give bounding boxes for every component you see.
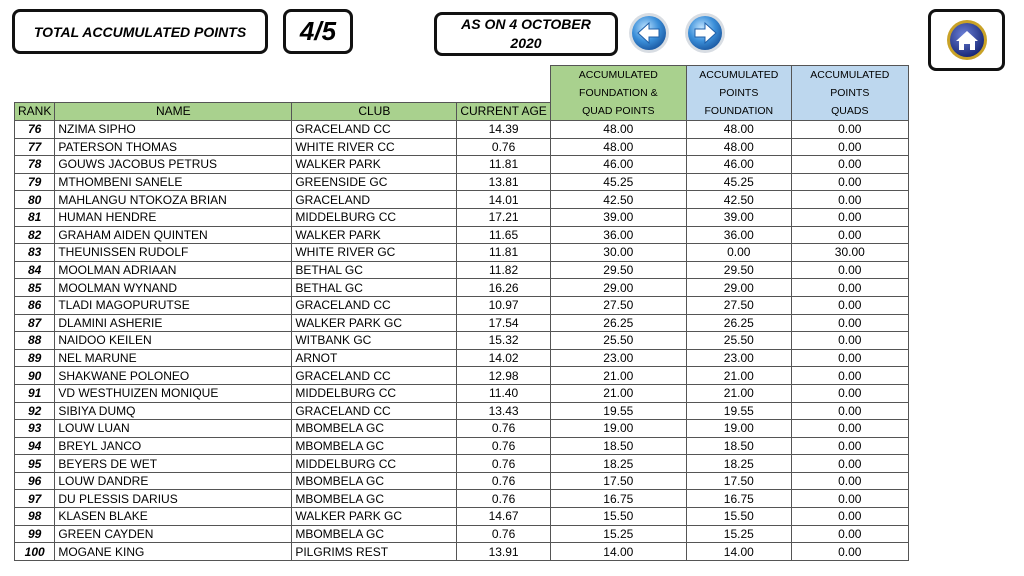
- acc-total-cell: 23.00: [550, 349, 686, 367]
- table-row: [15, 420, 909, 438]
- age-cell: 11.40: [457, 384, 550, 402]
- table-row: [15, 226, 909, 244]
- name-cell: LOUW LUAN: [55, 420, 292, 438]
- age-cell: 17.54: [457, 314, 550, 332]
- name-cell: BREYL JANCO: [55, 437, 292, 455]
- acc-total-cell: 36.00: [550, 226, 686, 244]
- acc-foundation-cell: 42.50: [686, 191, 791, 209]
- acc-total-cell: 21.00: [550, 367, 686, 385]
- acc-total-cell: 29.50: [550, 261, 686, 279]
- acc-quads-cell: 0.00: [791, 455, 908, 473]
- acc-total-cell: 21.00: [550, 384, 686, 402]
- table-row: [15, 402, 909, 420]
- name-cell: THEUNISSEN RUDOLF: [55, 244, 292, 262]
- previous-page-button[interactable]: [628, 12, 670, 54]
- club-cell: WHITE RIVER GC: [292, 244, 457, 262]
- acc-total-cell: 15.50: [550, 508, 686, 526]
- name-cell: DLAMINI ASHERIE: [55, 314, 292, 332]
- club-cell: MIDDELBURG CC: [292, 384, 457, 402]
- name-cell: GREEN CAYDEN: [55, 525, 292, 543]
- table-row: [15, 455, 909, 473]
- rank-cell: 83: [15, 244, 55, 262]
- acc-foundation-cell: 26.25: [686, 314, 791, 332]
- name-cell: MOOLMAN ADRIAAN: [55, 261, 292, 279]
- acc-quads-cell: 0.00: [791, 226, 908, 244]
- col-age: CURRENT AGE: [457, 102, 550, 121]
- table-row: [15, 191, 909, 209]
- acc-foundation-cell: 21.00: [686, 384, 791, 402]
- table-row: [15, 173, 909, 191]
- name-cell: SIBIYA DUMQ: [55, 402, 292, 420]
- acc-foundation-cell: 17.50: [686, 472, 791, 490]
- home-icon: [945, 18, 989, 62]
- header-spacer: [15, 84, 551, 102]
- age-cell: 14.02: [457, 349, 550, 367]
- club-cell: MBOMBELA GC: [292, 490, 457, 508]
- name-cell: SHAKWANE POLONEO: [55, 367, 292, 385]
- age-cell: 14.01: [457, 191, 550, 209]
- acc-total-cell: 16.75: [550, 490, 686, 508]
- club-cell: WALKER PARK GC: [292, 508, 457, 526]
- age-cell: 11.82: [457, 261, 550, 279]
- rank-cell: 81: [15, 208, 55, 226]
- acc-quads-cell: 0.00: [791, 296, 908, 314]
- acc-foundation-cell: 0.00: [686, 244, 791, 262]
- acc-total-cell: 15.25: [550, 525, 686, 543]
- acc-total-cell: 48.00: [550, 121, 686, 139]
- club-cell: PILGRIMS REST: [292, 543, 457, 561]
- club-cell: BETHAL GC: [292, 261, 457, 279]
- acc-foundation-cell: 25.50: [686, 332, 791, 350]
- acc-foundation-cell: 46.00: [686, 156, 791, 174]
- rank-cell: 78: [15, 156, 55, 174]
- col-acc-quads-l1: ACCUMULATED: [791, 66, 908, 85]
- table-row: [15, 490, 909, 508]
- acc-quads-cell: 30.00: [791, 244, 908, 262]
- name-cell: HUMAN HENDRE: [55, 208, 292, 226]
- acc-total-cell: 45.25: [550, 173, 686, 191]
- table-row: [15, 525, 909, 543]
- acc-foundation-cell: 21.00: [686, 367, 791, 385]
- table-row: [15, 508, 909, 526]
- acc-foundation-cell: 45.25: [686, 173, 791, 191]
- acc-quads-cell: 0.00: [791, 437, 908, 455]
- name-cell: MTHOMBENI SANELE: [55, 173, 292, 191]
- rank-cell: 89: [15, 349, 55, 367]
- col-rank: RANK: [15, 102, 55, 121]
- acc-total-cell: 39.00: [550, 208, 686, 226]
- rank-cell: 90: [15, 367, 55, 385]
- name-cell: MOOLMAN WYNAND: [55, 279, 292, 297]
- name-cell: DU PLESSIS DARIUS: [55, 490, 292, 508]
- acc-quads-cell: 0.00: [791, 472, 908, 490]
- club-cell: MBOMBELA GC: [292, 437, 457, 455]
- age-cell: 10.97: [457, 296, 550, 314]
- table-row: [15, 156, 909, 174]
- age-cell: 14.67: [457, 508, 550, 526]
- club-cell: GRACELAND CC: [292, 402, 457, 420]
- rank-cell: 87: [15, 314, 55, 332]
- club-cell: MBOMBELA GC: [292, 525, 457, 543]
- acc-quads-cell: 0.00: [791, 543, 908, 561]
- acc-foundation-cell: 27.50: [686, 296, 791, 314]
- acc-quads-cell: 0.00: [791, 191, 908, 209]
- acc-foundation-cell: 18.25: [686, 455, 791, 473]
- acc-total-cell: 46.00: [550, 156, 686, 174]
- acc-quads-cell: 0.00: [791, 314, 908, 332]
- acc-foundation-cell: 16.75: [686, 490, 791, 508]
- age-cell: 0.76: [457, 472, 550, 490]
- name-cell: MOGANE KING: [55, 543, 292, 561]
- age-cell: 0.76: [457, 138, 550, 156]
- club-cell: WALKER PARK: [292, 156, 457, 174]
- header-spacer: [15, 66, 551, 85]
- age-cell: 0.76: [457, 437, 550, 455]
- club-cell: BETHAL GC: [292, 279, 457, 297]
- page-title: [12, 9, 268, 54]
- col-acc-foundation-l2: POINTS: [686, 84, 791, 102]
- age-cell: 11.65: [457, 226, 550, 244]
- acc-total-cell: 29.00: [550, 279, 686, 297]
- acc-quads-cell: 0.00: [791, 208, 908, 226]
- name-cell: GRAHAM AIDEN QUINTEN: [55, 226, 292, 244]
- table-row: [15, 138, 909, 156]
- date-line-1: AS ON 4 OCTOBER: [461, 16, 591, 32]
- club-cell: MBOMBELA GC: [292, 420, 457, 438]
- name-cell: TLADI MAGOPURUTSE: [55, 296, 292, 314]
- acc-quads-cell: 0.00: [791, 490, 908, 508]
- table-row: [15, 472, 909, 490]
- home-button[interactable]: [928, 9, 1005, 71]
- col-acc-total-l2: FOUNDATION &: [550, 84, 686, 102]
- age-cell: 14.39: [457, 121, 550, 139]
- rank-cell: 86: [15, 296, 55, 314]
- table-row: [15, 244, 909, 262]
- age-cell: 16.26: [457, 279, 550, 297]
- table-row: [15, 314, 909, 332]
- arrow-left-icon: [628, 12, 670, 54]
- table-row: [15, 349, 909, 367]
- club-cell: GRACELAND: [292, 191, 457, 209]
- acc-total-cell: 25.50: [550, 332, 686, 350]
- acc-quads-cell: 0.00: [791, 138, 908, 156]
- acc-total-cell: 19.55: [550, 402, 686, 420]
- age-cell: 11.81: [457, 244, 550, 262]
- club-cell: MIDDELBURG CC: [292, 208, 457, 226]
- rank-cell: 93: [15, 420, 55, 438]
- age-cell: 0.76: [457, 455, 550, 473]
- table-row: [15, 279, 909, 297]
- col-acc-quads-l2: POINTS: [791, 84, 908, 102]
- age-cell: 0.76: [457, 490, 550, 508]
- acc-foundation-cell: 18.50: [686, 437, 791, 455]
- acc-foundation-cell: 48.00: [686, 121, 791, 139]
- name-cell: LOUW DANDRE: [55, 472, 292, 490]
- acc-quads-cell: 0.00: [791, 173, 908, 191]
- age-cell: 13.81: [457, 173, 550, 191]
- club-cell: WALKER PARK GC: [292, 314, 457, 332]
- points-table: [14, 65, 909, 561]
- acc-foundation-cell: 29.00: [686, 279, 791, 297]
- acc-quads-cell: 0.00: [791, 420, 908, 438]
- col-name: NAME: [55, 102, 292, 121]
- name-cell: VD WESTHUIZEN MONIQUE: [55, 384, 292, 402]
- acc-foundation-cell: 15.25: [686, 525, 791, 543]
- rank-cell: 84: [15, 261, 55, 279]
- club-cell: WHITE RIVER CC: [292, 138, 457, 156]
- acc-quads-cell: 0.00: [791, 525, 908, 543]
- rank-cell: 99: [15, 525, 55, 543]
- club-cell: ARNOT: [292, 349, 457, 367]
- club-cell: GRACELAND CC: [292, 367, 457, 385]
- table-row: [15, 332, 909, 350]
- date-badge: [434, 12, 618, 56]
- acc-total-cell: 19.00: [550, 420, 686, 438]
- table-row: [15, 543, 909, 561]
- table-row: [15, 261, 909, 279]
- table-row: [15, 384, 909, 402]
- age-cell: 12.98: [457, 367, 550, 385]
- page-title-text: TOTAL ACCUMULATED POINTS: [33, 23, 247, 40]
- acc-total-cell: 42.50: [550, 191, 686, 209]
- col-acc-quads-l3: QUADS: [791, 102, 908, 121]
- age-cell: 11.81: [457, 156, 550, 174]
- acc-foundation-cell: 19.55: [686, 402, 791, 420]
- col-acc-total-l1: ACCUMULATED: [550, 66, 686, 85]
- age-cell: 17.21: [457, 208, 550, 226]
- acc-quads-cell: 0.00: [791, 384, 908, 402]
- acc-foundation-cell: 19.00: [686, 420, 791, 438]
- rank-cell: 82: [15, 226, 55, 244]
- club-cell: GRACELAND CC: [292, 296, 457, 314]
- acc-quads-cell: 0.00: [791, 261, 908, 279]
- name-cell: PATERSON THOMAS: [55, 138, 292, 156]
- rank-cell: 98: [15, 508, 55, 526]
- acc-quads-cell: 0.00: [791, 156, 908, 174]
- rank-cell: 92: [15, 402, 55, 420]
- acc-foundation-cell: 36.00: [686, 226, 791, 244]
- page-indicator: [283, 9, 353, 54]
- rank-cell: 96: [15, 472, 55, 490]
- club-cell: MIDDELBURG CC: [292, 455, 457, 473]
- club-cell: MBOMBELA GC: [292, 472, 457, 490]
- name-cell: GOUWS JACOBUS PETRUS: [55, 156, 292, 174]
- acc-quads-cell: 0.00: [791, 367, 908, 385]
- club-cell: WALKER PARK: [292, 226, 457, 244]
- arrow-right-icon: [684, 12, 726, 54]
- rank-cell: 85: [15, 279, 55, 297]
- name-cell: NZIMA SIPHO: [55, 121, 292, 139]
- rank-cell: 97: [15, 490, 55, 508]
- acc-total-cell: 26.25: [550, 314, 686, 332]
- table-row: [15, 367, 909, 385]
- rank-cell: 94: [15, 437, 55, 455]
- acc-quads-cell: 0.00: [791, 349, 908, 367]
- acc-total-cell: 30.00: [550, 244, 686, 262]
- rank-cell: 79: [15, 173, 55, 191]
- acc-foundation-cell: 39.00: [686, 208, 791, 226]
- rank-cell: 80: [15, 191, 55, 209]
- col-acc-total-l3: QUAD POINTS: [550, 102, 686, 121]
- acc-total-cell: 27.50: [550, 296, 686, 314]
- table-row: [15, 296, 909, 314]
- table-row: [15, 121, 909, 139]
- club-cell: WITBANK GC: [292, 332, 457, 350]
- age-cell: 13.91: [457, 543, 550, 561]
- acc-total-cell: 17.50: [550, 472, 686, 490]
- col-acc-foundation-l1: ACCUMULATED: [686, 66, 791, 85]
- rank-cell: 76: [15, 121, 55, 139]
- acc-foundation-cell: 48.00: [686, 138, 791, 156]
- age-cell: 15.32: [457, 332, 550, 350]
- rank-cell: 91: [15, 384, 55, 402]
- age-cell: 13.43: [457, 402, 550, 420]
- acc-total-cell: 18.50: [550, 437, 686, 455]
- name-cell: MAHLANGU NTOKOZA BRIAN: [55, 191, 292, 209]
- rank-cell: 100: [15, 543, 55, 561]
- acc-quads-cell: 0.00: [791, 402, 908, 420]
- club-cell: GRACELAND CC: [292, 121, 457, 139]
- acc-quads-cell: 0.00: [791, 508, 908, 526]
- table-row: [15, 208, 909, 226]
- name-cell: NAIDOO KEILEN: [55, 332, 292, 350]
- col-club: CLUB: [292, 102, 457, 121]
- name-cell: NEL MARUNE: [55, 349, 292, 367]
- acc-quads-cell: 0.00: [791, 279, 908, 297]
- col-acc-foundation-l3: FOUNDATION: [686, 102, 791, 121]
- acc-quads-cell: 0.00: [791, 332, 908, 350]
- acc-total-cell: 14.00: [550, 543, 686, 561]
- table-row: [15, 437, 909, 455]
- acc-quads-cell: 0.00: [791, 121, 908, 139]
- club-cell: GREENSIDE GC: [292, 173, 457, 191]
- age-cell: 0.76: [457, 420, 550, 438]
- next-page-button[interactable]: [684, 12, 726, 54]
- date-line-2: 2020: [510, 35, 542, 51]
- acc-foundation-cell: 23.00: [686, 349, 791, 367]
- acc-total-cell: 48.00: [550, 138, 686, 156]
- rank-cell: 95: [15, 455, 55, 473]
- rank-cell: 77: [15, 138, 55, 156]
- rank-cell: 88: [15, 332, 55, 350]
- page-number: 4/5: [299, 16, 337, 46]
- acc-total-cell: 18.25: [550, 455, 686, 473]
- acc-foundation-cell: 15.50: [686, 508, 791, 526]
- acc-foundation-cell: 14.00: [686, 543, 791, 561]
- age-cell: 0.76: [457, 525, 550, 543]
- name-cell: KLASEN BLAKE: [55, 508, 292, 526]
- name-cell: BEYERS DE WET: [55, 455, 292, 473]
- acc-foundation-cell: 29.50: [686, 261, 791, 279]
